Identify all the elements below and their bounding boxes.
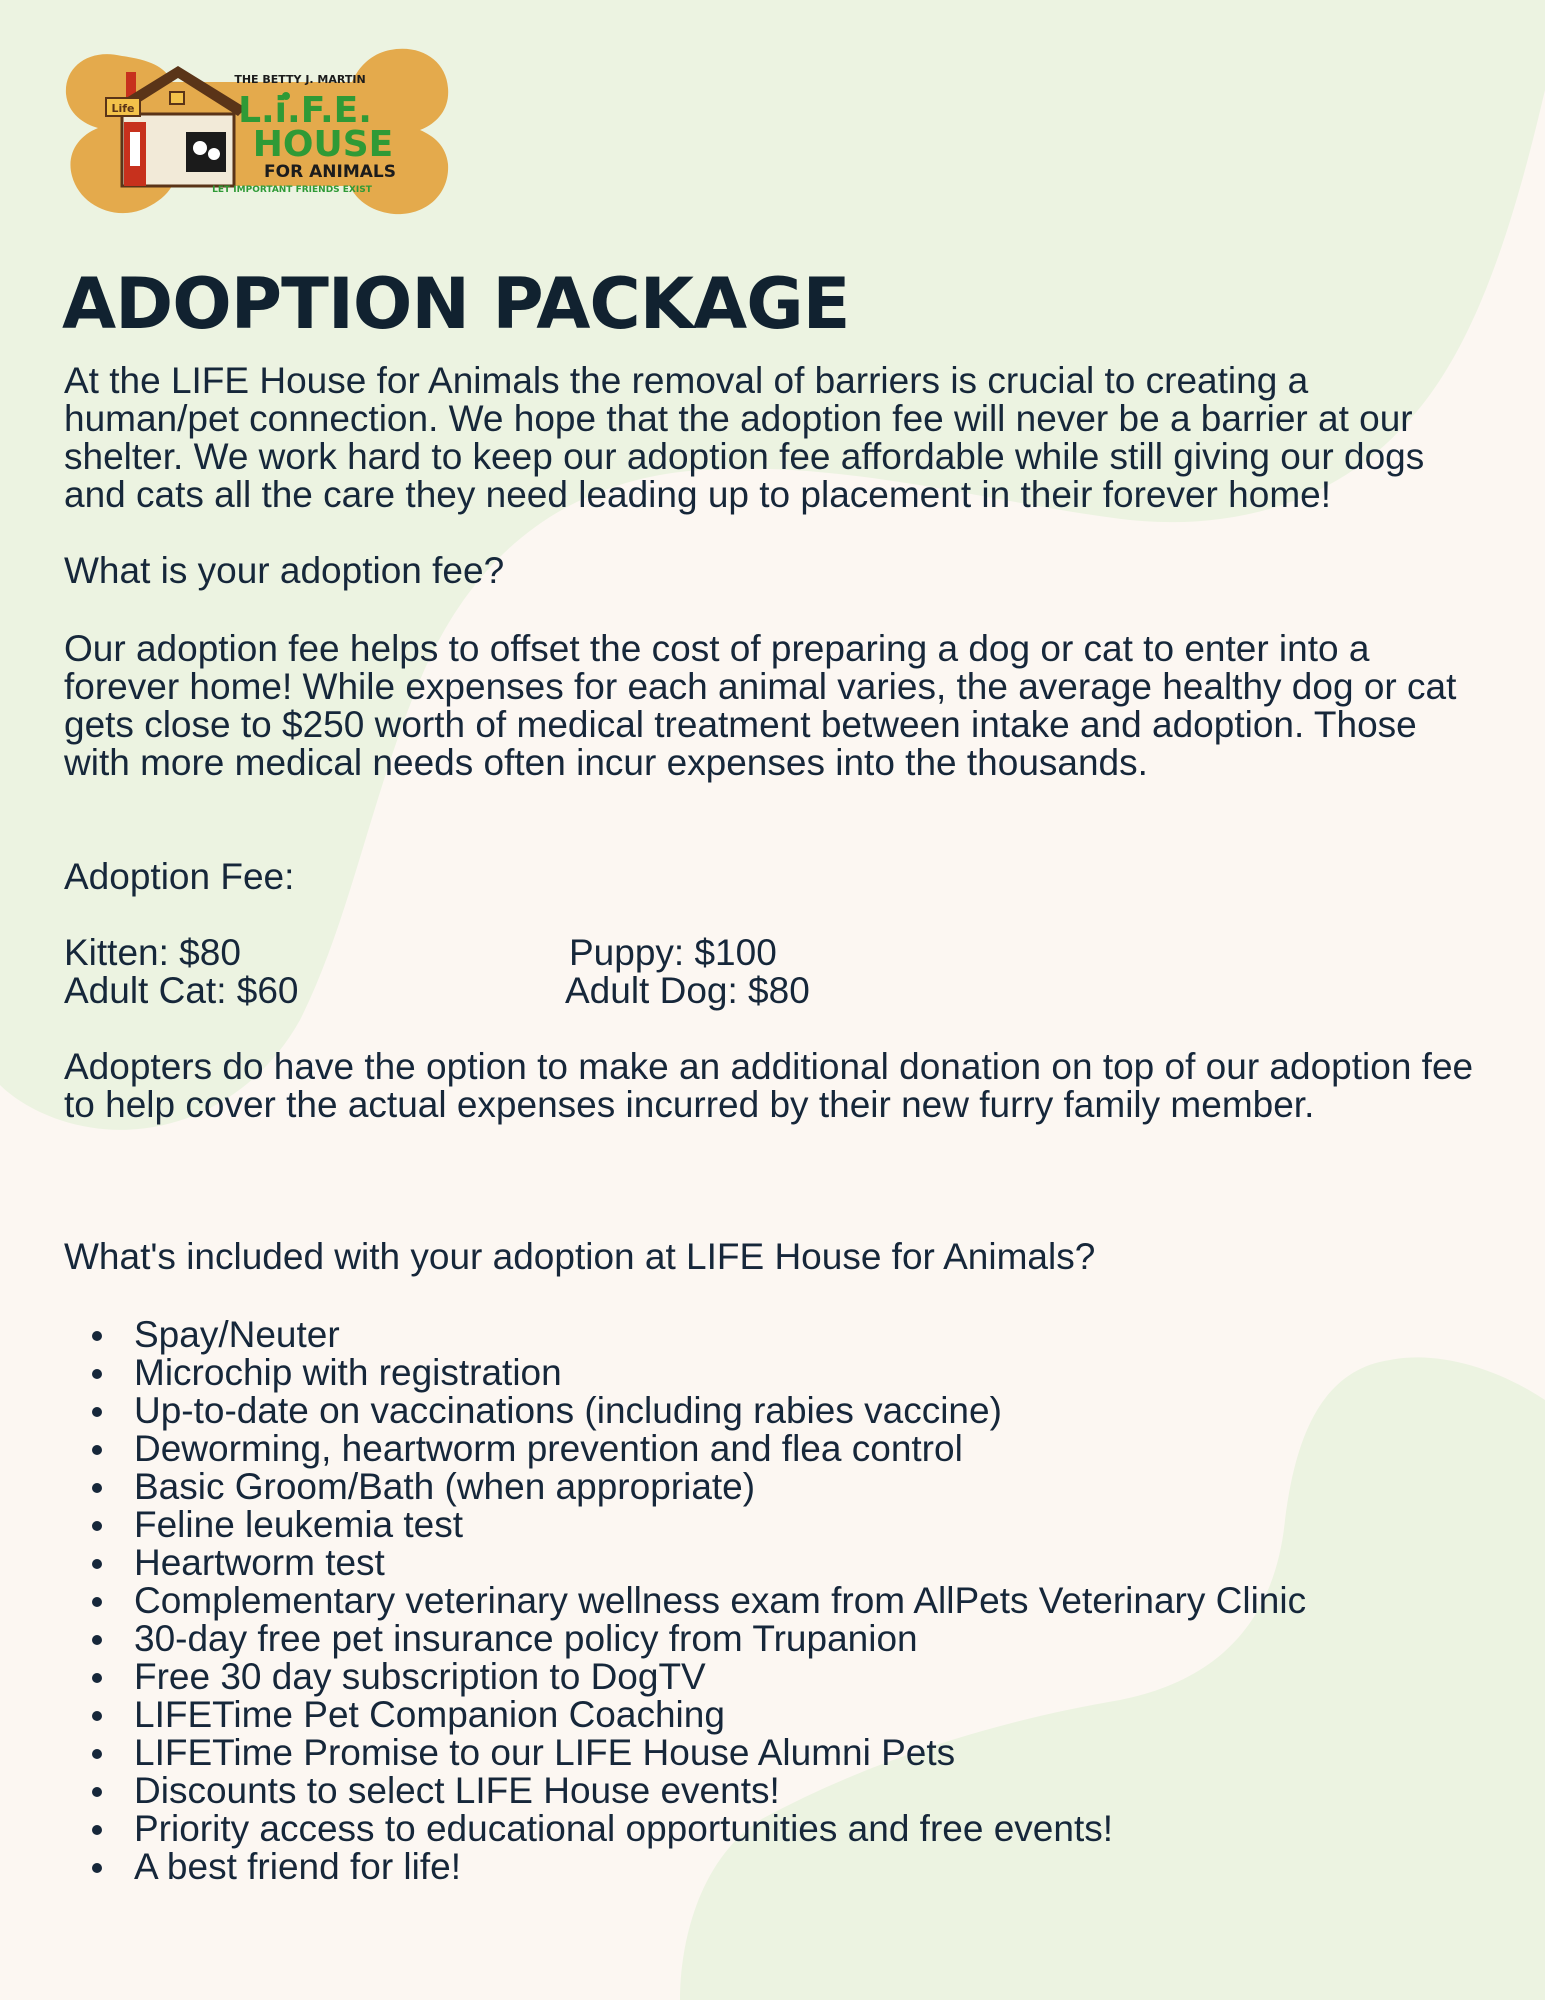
logo-name-line3: FOR ANIMALS	[264, 162, 396, 182]
list-item-text: Priority access to educational opportunities and free events!	[134, 1808, 1114, 1849]
logo-tagline: LET IMPORTANT FRIENDS EXIST	[212, 185, 372, 195]
list-item-text: Heartworm test	[134, 1542, 385, 1583]
list-item-text: 30-day free pet insurance policy from Trupanion	[134, 1618, 918, 1659]
list-item	[134, 1848, 1424, 1886]
bullet-icon	[92, 1559, 102, 1569]
adoption-fee-label: Adoption Fee:	[64, 856, 295, 897]
adoption-fee-question: What is your adoption fee?	[64, 550, 505, 591]
list-item-text: Spay/Neuter	[134, 1314, 340, 1355]
bullet-icon	[92, 1331, 102, 1341]
bullet-icon	[92, 1673, 102, 1683]
list-item-text: Discounts to select LIFE House events!	[134, 1770, 780, 1811]
bullet-icon	[92, 1445, 102, 1455]
bullet-icon	[92, 1369, 102, 1379]
bullet-icon	[92, 1483, 102, 1493]
list-item	[134, 1658, 1424, 1696]
included-list	[64, 1316, 1534, 1886]
list-item	[134, 1468, 1424, 1506]
logo-window-top	[170, 92, 184, 104]
list-item	[134, 1734, 1424, 1772]
list-item-text: LIFETime Promise to our LIFE House Alumni Pets	[134, 1732, 956, 1773]
intro-paragraph: At the LIFE House for Animals the removal of barriers is crucial to creating a human/pet connection. We hope that the adoption fee will never be a barrier at our shelter. We work hard to keep our adoption fee affordable while still giving our dogs and cats all the care they need leading up to placement in their forever home!	[64, 360, 1425, 515]
list-item	[134, 1620, 1424, 1658]
list-item	[134, 1810, 1424, 1848]
list-item-text: Deworming, heartworm prevention and flea control	[134, 1428, 963, 1469]
list-item-text: Basic Groom/Bath (when appropriate)	[134, 1466, 756, 1507]
list-item	[134, 1506, 1424, 1544]
fee-table	[64, 934, 964, 1014]
life-house-logo	[60, 36, 455, 236]
list-item-text: Complementary veterinary wellness exam from AllPets Veterinary Clinic	[134, 1580, 1307, 1621]
logo-bone-icon	[130, 132, 140, 166]
list-item-text: Up-to-date on vaccinations (including rabies vaccine)	[134, 1390, 1002, 1431]
bullet-icon	[92, 1825, 102, 1835]
list-item-text: Free 30 day subscription to DogTV	[134, 1656, 706, 1697]
list-item-text: Feline leukemia test	[134, 1504, 464, 1545]
list-item	[134, 1316, 1424, 1354]
fee-adult-cat: Adult Cat: $60	[64, 970, 299, 1011]
list-item	[134, 1772, 1424, 1810]
bullet-icon	[92, 1521, 102, 1531]
list-item-text: A best friend for life!	[134, 1846, 462, 1887]
bullet-icon	[92, 1787, 102, 1797]
fee-kitten: Kitten: $80	[64, 932, 241, 973]
bullet-icon	[92, 1635, 102, 1645]
list-item	[134, 1354, 1424, 1392]
logo-pet-icon	[193, 141, 207, 155]
list-item-text: Microchip with registration	[134, 1352, 562, 1393]
bullet-icon	[92, 1597, 102, 1607]
page-title: ADOPTION PACKAGE	[62, 263, 850, 345]
logo-org-line: THE BETTY J. MARTIN	[234, 73, 366, 86]
logo-name-line1: L.i.F.E.	[238, 90, 372, 131]
logo-name-line2: HOUSE	[252, 124, 394, 165]
donation-note-paragraph: Adopters do have the option to make an additional donation on top of our adoption fee to help cover the actual expenses incurred by their new furry family member.	[64, 1046, 1474, 1125]
list-item	[134, 1582, 1424, 1620]
bullet-icon	[92, 1749, 102, 1759]
bullet-icon	[92, 1407, 102, 1417]
logo-sign-text: Life	[111, 102, 135, 115]
fee-puppy: Puppy: $100	[569, 932, 777, 973]
logo-window	[186, 132, 226, 172]
list-item-text: LIFETime Pet Companion Coaching	[134, 1694, 725, 1735]
fee-adult-dog: Adult Dog: $80	[565, 970, 810, 1011]
included-question: What's included with your adoption at LIFE House for Animals?	[64, 1236, 1096, 1277]
list-item	[134, 1392, 1424, 1430]
list-item	[134, 1696, 1424, 1734]
bullet-icon	[92, 1711, 102, 1721]
list-item	[134, 1430, 1424, 1468]
list-item	[134, 1544, 1424, 1582]
fee-explanation-paragraph: Our adoption fee helps to offset the cost of preparing a dog or cat to enter into a forever home! While expenses for each animal varies, the average healthy dog or cat gets close to $250 worth of medical treatment between intake and adoption. Those with more medical needs often incur expenses into the thousands.	[64, 628, 1457, 783]
logo-pet-icon-2	[208, 148, 220, 160]
bullet-icon	[92, 1863, 102, 1873]
